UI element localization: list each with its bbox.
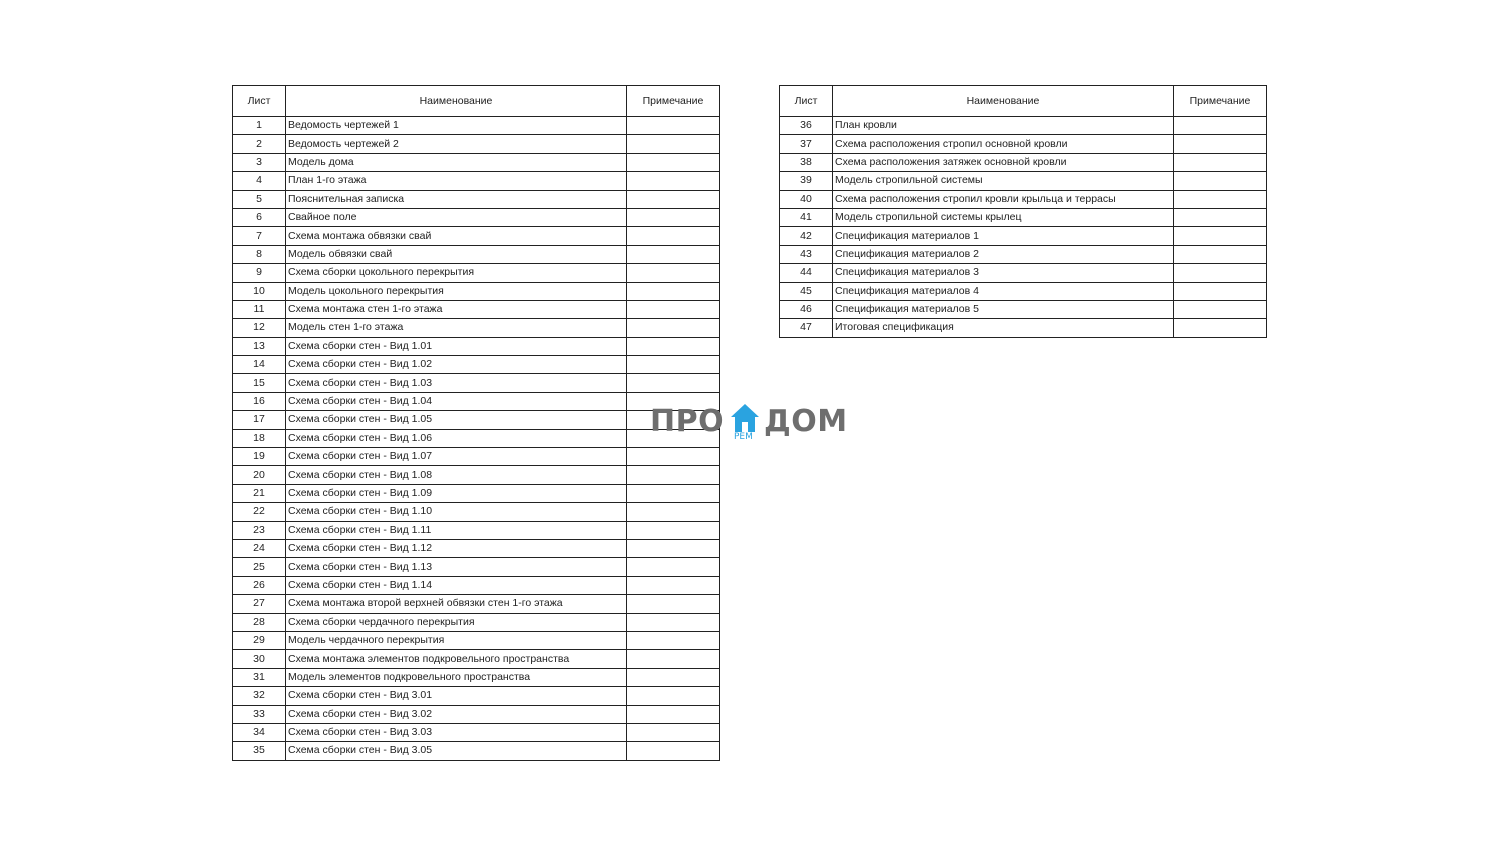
sheet-note-cell xyxy=(627,245,720,263)
sheet-note-cell xyxy=(627,172,720,190)
sheet-note-cell xyxy=(627,650,720,668)
sheet-name-cell: Схема сборки стен - Вид 1.07 xyxy=(286,448,627,466)
sheet-number-cell: 35 xyxy=(233,742,286,760)
sheet-name-cell: Схема сборки стен - Вид 3.05 xyxy=(286,742,627,760)
table-header-row xyxy=(233,86,720,117)
sheet-number-cell: 40 xyxy=(780,190,833,208)
sheet-number-cell: 18 xyxy=(233,429,286,447)
sheet-number-cell: 13 xyxy=(233,337,286,355)
sheet-note-cell xyxy=(627,135,720,153)
table-row xyxy=(233,245,720,263)
column-header-note: Примечание xyxy=(1174,86,1267,117)
table-row xyxy=(233,208,720,226)
sheet-note-cell xyxy=(627,208,720,226)
sheet-note-cell xyxy=(1174,135,1267,153)
sheet-number-cell: 25 xyxy=(233,558,286,576)
table-row xyxy=(233,282,720,300)
sheet-note-cell xyxy=(627,576,720,594)
sheet-number-cell: 22 xyxy=(233,503,286,521)
sheet-note-cell xyxy=(1174,245,1267,263)
sheet-number-cell: 3 xyxy=(233,153,286,171)
sheet-name-cell: Итоговая спецификация xyxy=(833,319,1174,337)
table-row xyxy=(780,227,1267,245)
table-row xyxy=(233,448,720,466)
sheet-name-cell: Ведомость чертежей 1 xyxy=(286,117,627,135)
sheet-number-cell: 27 xyxy=(233,595,286,613)
table-row xyxy=(233,135,720,153)
sheet-number-cell: 19 xyxy=(233,448,286,466)
table-body-right xyxy=(780,117,1267,338)
table-row xyxy=(780,208,1267,226)
table-row xyxy=(233,595,720,613)
sheet-note-cell xyxy=(627,117,720,135)
sheet-number-cell: 9 xyxy=(233,264,286,282)
table-row xyxy=(233,429,720,447)
sheet-number-cell: 39 xyxy=(780,172,833,190)
sheet-number-cell: 20 xyxy=(233,466,286,484)
sheet-number-cell: 8 xyxy=(233,245,286,263)
sheet-note-cell xyxy=(627,539,720,557)
sheet-name-cell: Схема сборки стен - Вид 1.10 xyxy=(286,503,627,521)
sheet-number-cell: 42 xyxy=(780,227,833,245)
table-row xyxy=(780,153,1267,171)
table-row xyxy=(233,153,720,171)
sheet-number-cell: 11 xyxy=(233,300,286,318)
sheet-name-cell: Схема сборки стен - Вид 1.06 xyxy=(286,429,627,447)
sheet-number-cell: 38 xyxy=(780,153,833,171)
sheet-number-cell: 15 xyxy=(233,374,286,392)
sheet-number-cell: 43 xyxy=(780,245,833,263)
table-row xyxy=(780,319,1267,337)
table-row xyxy=(233,227,720,245)
table-row xyxy=(780,135,1267,153)
table-row xyxy=(233,484,720,502)
table-row xyxy=(233,319,720,337)
sheet-name-cell: Свайное поле xyxy=(286,208,627,226)
sheet-number-cell: 46 xyxy=(780,300,833,318)
sheet-note-cell xyxy=(627,723,720,741)
sheet-note-cell xyxy=(1174,172,1267,190)
table-row xyxy=(233,337,720,355)
sheet-number-cell: 23 xyxy=(233,521,286,539)
sheet-note-cell xyxy=(1174,190,1267,208)
sheet-name-cell: Модель стен 1-го этажа xyxy=(286,319,627,337)
sheet-number-cell: 47 xyxy=(780,319,833,337)
table-row xyxy=(233,539,720,557)
sheet-number-cell: 21 xyxy=(233,484,286,502)
drawings-table-left xyxy=(232,85,720,761)
sheet-number-cell: 1 xyxy=(233,117,286,135)
sheet-note-cell xyxy=(1174,319,1267,337)
sheet-name-cell: Модель дома xyxy=(286,153,627,171)
sheet-name-cell: Схема расположения затяжек основной кровли xyxy=(833,153,1174,171)
table-row xyxy=(233,172,720,190)
sheet-name-cell: Схема сборки стен - Вид 3.02 xyxy=(286,705,627,723)
table-row xyxy=(780,172,1267,190)
sheet-name-cell: Схема сборки стен - Вид 1.12 xyxy=(286,539,627,557)
sheet-number-cell: 7 xyxy=(233,227,286,245)
sheet-name-cell: Спецификация материалов 4 xyxy=(833,282,1174,300)
sheet-number-cell: 33 xyxy=(233,705,286,723)
table-row xyxy=(233,650,720,668)
sheet-name-cell: Схема монтажа стен 1-го этажа xyxy=(286,300,627,318)
sheet-name-cell: Спецификация материалов 2 xyxy=(833,245,1174,263)
sheet-name-cell: Модель чердачного перекрытия xyxy=(286,631,627,649)
sheet-number-cell: 24 xyxy=(233,539,286,557)
sheet-number-cell: 17 xyxy=(233,411,286,429)
sheet-number-cell: 37 xyxy=(780,135,833,153)
table-row xyxy=(233,705,720,723)
sheet-name-cell: Схема сборки цокольного перекрытия xyxy=(286,264,627,282)
sheet-note-cell xyxy=(627,742,720,760)
table-row xyxy=(233,264,720,282)
sheet-note-cell xyxy=(627,227,720,245)
sheet-note-cell xyxy=(627,337,720,355)
table-row xyxy=(233,374,720,392)
sheet-name-cell: Схема сборки стен - Вид 1.11 xyxy=(286,521,627,539)
sheet-name-cell: Пояснительная записка xyxy=(286,190,627,208)
sheet-number-cell: 45 xyxy=(780,282,833,300)
table-row xyxy=(233,466,720,484)
sheet-note-cell xyxy=(627,595,720,613)
sheet-note-cell xyxy=(627,356,720,374)
sheet-note-cell xyxy=(1174,264,1267,282)
sheet-name-cell: План 1-го этажа xyxy=(286,172,627,190)
sheet-number-cell: 2 xyxy=(233,135,286,153)
sheet-name-cell: Схема сборки стен - Вид 1.01 xyxy=(286,337,627,355)
sheet-note-cell xyxy=(627,484,720,502)
table-row xyxy=(233,117,720,135)
sheet-name-cell: Схема расположения стропил кровли крыльца и террасы xyxy=(833,190,1174,208)
sheet-number-cell: 4 xyxy=(233,172,286,190)
sheet-number-cell: 41 xyxy=(780,208,833,226)
sheet-name-cell: Схема сборки чердачного перекрытия xyxy=(286,613,627,631)
sheet-number-cell: 30 xyxy=(233,650,286,668)
sheet-note-cell xyxy=(627,374,720,392)
sheet-note-cell xyxy=(627,705,720,723)
sheet-note-cell xyxy=(1174,227,1267,245)
sheet-name-cell: Схема сборки стен - Вид 1.13 xyxy=(286,558,627,576)
sheet-note-cell xyxy=(627,190,720,208)
sheet-note-cell xyxy=(1174,117,1267,135)
table-body-left xyxy=(233,117,720,761)
sheet-name-cell: Схема сборки стен - Вид 1.04 xyxy=(286,392,627,410)
sheet-number-cell: 32 xyxy=(233,687,286,705)
sheet-name-cell: План кровли xyxy=(833,117,1174,135)
sheet-note-cell xyxy=(627,613,720,631)
column-header-sheet: Лист xyxy=(780,86,833,117)
watermark-text-left: ПРО xyxy=(650,404,725,439)
column-header-sheet: Лист xyxy=(233,86,286,117)
sheet-number-cell: 14 xyxy=(233,356,286,374)
sheet-name-cell: Схема сборки стен - Вид 3.03 xyxy=(286,723,627,741)
sheet-number-cell: 16 xyxy=(233,392,286,410)
sheet-number-cell: 6 xyxy=(233,208,286,226)
sheet-number-cell: 26 xyxy=(233,576,286,594)
table-row xyxy=(780,264,1267,282)
sheet-name-cell: Схема сборки стен - Вид 1.14 xyxy=(286,576,627,594)
sheet-name-cell: Модель стропильной системы xyxy=(833,172,1174,190)
sheet-number-cell: 31 xyxy=(233,668,286,686)
sheet-name-cell: Схема монтажа второй верхней обвязки стен 1-го этажа xyxy=(286,595,627,613)
sheet-name-cell: Схема сборки стен - Вид 1.08 xyxy=(286,466,627,484)
sheet-number-cell: 28 xyxy=(233,613,286,631)
sheet-note-cell xyxy=(627,264,720,282)
column-header-name: Наименование xyxy=(286,86,627,117)
table-row xyxy=(233,668,720,686)
sheet-name-cell: Схема монтажа обвязки свай xyxy=(286,227,627,245)
sheet-name-cell: Модель обвязки свай xyxy=(286,245,627,263)
sheet-number-cell: 36 xyxy=(780,117,833,135)
watermark-text-right: ДОМ xyxy=(764,404,848,439)
sheet-note-cell xyxy=(627,668,720,686)
sheet-number-cell: 10 xyxy=(233,282,286,300)
sheet-name-cell: Модель цокольного перекрытия xyxy=(286,282,627,300)
column-header-name: Наименование xyxy=(833,86,1174,117)
watermark-logo xyxy=(650,400,850,444)
sheet-name-cell: Спецификация материалов 3 xyxy=(833,264,1174,282)
sheet-name-cell: Схема сборки стен - Вид 1.05 xyxy=(286,411,627,429)
sheet-note-cell xyxy=(627,521,720,539)
sheet-note-cell xyxy=(627,466,720,484)
sheet-name-cell: Схема монтажа элементов подкровельного пространства xyxy=(286,650,627,668)
sheet-name-cell: Схема расположения стропил основной кровли xyxy=(833,135,1174,153)
table-row xyxy=(233,558,720,576)
table-row xyxy=(233,300,720,318)
sheet-note-cell xyxy=(1174,208,1267,226)
sheet-name-cell: Схема сборки стен - Вид 1.09 xyxy=(286,484,627,502)
sheet-note-cell xyxy=(627,631,720,649)
sheet-note-cell xyxy=(627,558,720,576)
table-row xyxy=(233,356,720,374)
sheet-note-cell xyxy=(1174,153,1267,171)
sheet-name-cell: Спецификация материалов 5 xyxy=(833,300,1174,318)
column-header-note: Примечание xyxy=(627,86,720,117)
sheet-name-cell: Модель стропильной системы крылец xyxy=(833,208,1174,226)
sheet-note-cell xyxy=(627,282,720,300)
table-row xyxy=(233,613,720,631)
sheet-number-cell: 12 xyxy=(233,319,286,337)
sheet-number-cell: 44 xyxy=(780,264,833,282)
table-row xyxy=(780,282,1267,300)
table-row xyxy=(780,190,1267,208)
table-row xyxy=(233,503,720,521)
sheet-name-cell: Схема сборки стен - Вид 1.02 xyxy=(286,356,627,374)
table-row xyxy=(233,521,720,539)
sheet-note-cell xyxy=(627,319,720,337)
sheet-note-cell xyxy=(627,503,720,521)
sheet-note-cell xyxy=(627,687,720,705)
table-row xyxy=(233,723,720,741)
table-row xyxy=(233,411,720,429)
sheet-number-cell: 5 xyxy=(233,190,286,208)
sheet-name-cell: Спецификация материалов 1 xyxy=(833,227,1174,245)
table-header-row xyxy=(780,86,1267,117)
sheet-note-cell xyxy=(1174,300,1267,318)
table-row xyxy=(233,687,720,705)
watermark-subtext: РЕМ xyxy=(734,432,753,442)
sheet-note-cell xyxy=(627,300,720,318)
table-row xyxy=(780,117,1267,135)
table-row xyxy=(780,300,1267,318)
sheet-note-cell xyxy=(1174,282,1267,300)
sheet-note-cell xyxy=(627,153,720,171)
sheet-number-cell: 34 xyxy=(233,723,286,741)
sheet-name-cell: Ведомость чертежей 2 xyxy=(286,135,627,153)
table-row xyxy=(233,190,720,208)
table-row xyxy=(233,631,720,649)
table-row xyxy=(233,576,720,594)
table-row xyxy=(780,245,1267,263)
table-row xyxy=(233,392,720,410)
sheet-number-cell: 29 xyxy=(233,631,286,649)
drawings-table-right xyxy=(779,85,1267,338)
sheet-note-cell xyxy=(627,448,720,466)
table-row xyxy=(233,742,720,760)
sheet-name-cell: Схема сборки стен - Вид 3.01 xyxy=(286,687,627,705)
sheet-name-cell: Схема сборки стен - Вид 1.03 xyxy=(286,374,627,392)
sheet-name-cell: Модель элементов подкровельного пространства xyxy=(286,668,627,686)
